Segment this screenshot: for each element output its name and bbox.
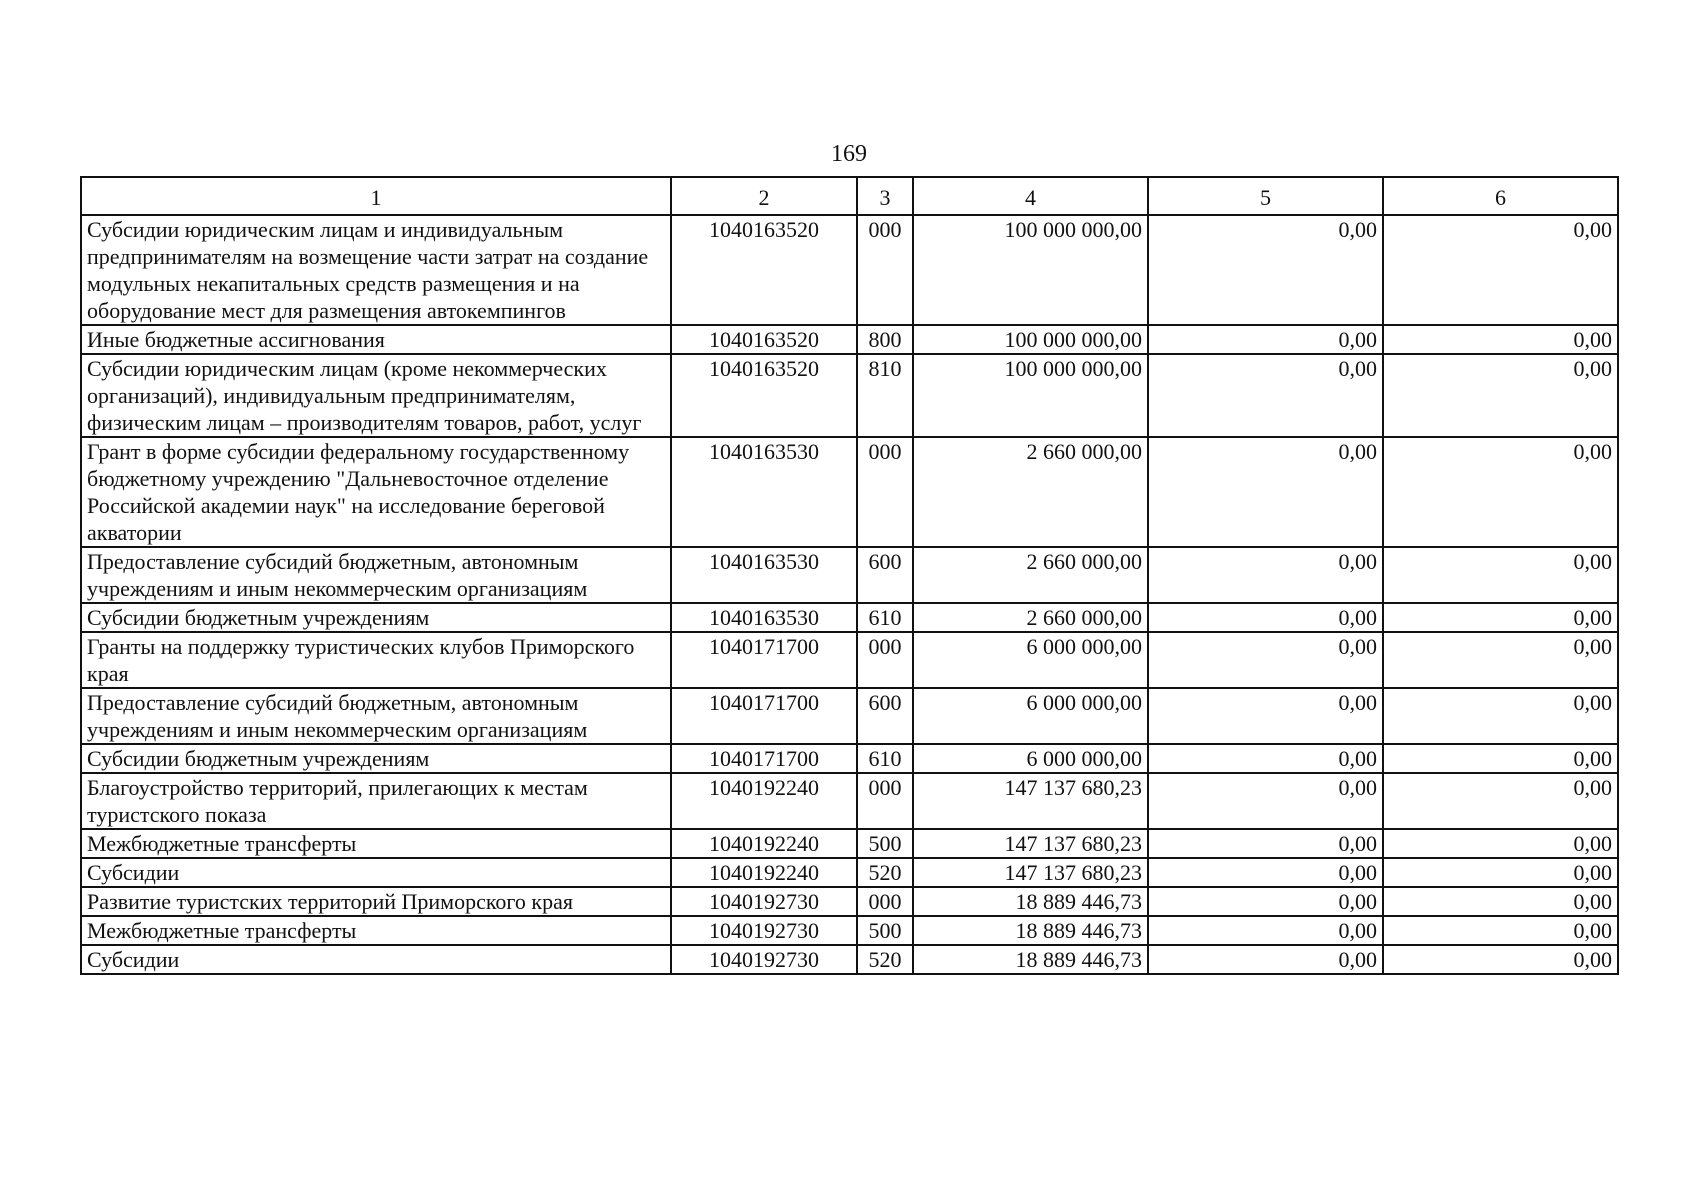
cell-amount-col4: 18 889 446,73	[913, 945, 1148, 974]
cell-amount-col6: 0,00	[1383, 773, 1618, 829]
cell-amount-col4: 18 889 446,73	[913, 887, 1148, 916]
table-row	[81, 744, 1618, 773]
page-number: 169	[831, 141, 867, 167]
cell-expense-type: 520	[857, 945, 913, 974]
cell-amount-col5: 0,00	[1148, 858, 1383, 887]
cell-expense-type: 600	[857, 547, 913, 603]
cell-amount-col6: 0,00	[1383, 632, 1618, 688]
cell-code: 1040163520	[671, 325, 857, 354]
header-col-1: 1	[81, 177, 671, 215]
cell-name: Грант в форме субсидии федеральному государственному бюджетному учреждению "Дальневосточное отделение Российской академии наук" на исследование береговой акватории	[81, 437, 671, 547]
cell-code: 1040171700	[671, 688, 857, 744]
cell-expense-type: 000	[857, 887, 913, 916]
cell-code: 1040192240	[671, 773, 857, 829]
cell-name: Субсидии юридическим лицам и индивидуальным предпринимателям на возмещение части затрат на создание модульных некапитальных средств размещения и на оборудование мест для размещения автокемпингов	[81, 215, 671, 325]
cell-name: Субсидии юридическим лицам (кроме некоммерческих организаций), индивидуальным предпринимателям, физическим лицам – производителям товаров, работ, услуг	[81, 354, 671, 437]
cell-code: 1040163520	[671, 215, 857, 325]
cell-amount-col5: 0,00	[1148, 547, 1383, 603]
cell-amount-col6: 0,00	[1383, 945, 1618, 974]
table-row	[81, 829, 1618, 858]
cell-code: 1040192240	[671, 829, 857, 858]
table-row	[81, 632, 1618, 688]
cell-amount-col6: 0,00	[1383, 916, 1618, 945]
cell-amount-col6: 0,00	[1383, 688, 1618, 744]
cell-amount-col6: 0,00	[1383, 437, 1618, 547]
cell-amount-col4: 100 000 000,00	[913, 354, 1148, 437]
cell-code: 1040171700	[671, 744, 857, 773]
cell-code: 1040192240	[671, 858, 857, 887]
cell-name: Субсидии	[81, 858, 671, 887]
cell-amount-col5: 0,00	[1148, 945, 1383, 974]
table-row	[81, 858, 1618, 887]
cell-name: Гранты на поддержку туристических клубов Приморского края	[81, 632, 671, 688]
cell-amount-col5: 0,00	[1148, 325, 1383, 354]
header-row	[81, 177, 1618, 215]
header-col-5: 5	[1148, 177, 1383, 215]
table-row	[81, 547, 1618, 603]
cell-amount-col4: 147 137 680,23	[913, 829, 1148, 858]
cell-amount-col6: 0,00	[1383, 744, 1618, 773]
table-row	[81, 773, 1618, 829]
cell-code: 1040163530	[671, 603, 857, 632]
cell-expense-type: 520	[857, 858, 913, 887]
cell-expense-type: 500	[857, 916, 913, 945]
cell-code: 1040192730	[671, 945, 857, 974]
cell-expense-type: 000	[857, 632, 913, 688]
cell-expense-type: 000	[857, 215, 913, 325]
cell-expense-type: 000	[857, 773, 913, 829]
cell-expense-type: 800	[857, 325, 913, 354]
cell-code: 1040192730	[671, 887, 857, 916]
cell-name: Иные бюджетные ассигнования	[81, 325, 671, 354]
cell-expense-type: 600	[857, 688, 913, 744]
cell-amount-col4: 100 000 000,00	[913, 325, 1148, 354]
cell-amount-col4: 147 137 680,23	[913, 773, 1148, 829]
cell-amount-col5: 0,00	[1148, 829, 1383, 858]
cell-name: Благоустройство территорий, прилегающих к местам туристского показа	[81, 773, 671, 829]
table-row	[81, 916, 1618, 945]
cell-amount-col6: 0,00	[1383, 603, 1618, 632]
cell-amount-col6: 0,00	[1383, 858, 1618, 887]
cell-amount-col5: 0,00	[1148, 354, 1383, 437]
table-row	[81, 945, 1618, 974]
header-col-4: 4	[913, 177, 1148, 215]
cell-expense-type: 000	[857, 437, 913, 547]
cell-amount-col5: 0,00	[1148, 744, 1383, 773]
cell-amount-col6: 0,00	[1383, 547, 1618, 603]
cell-amount-col6: 0,00	[1383, 215, 1618, 325]
cell-expense-type: 500	[857, 829, 913, 858]
cell-amount-col5: 0,00	[1148, 916, 1383, 945]
table-row	[81, 354, 1618, 437]
table-row	[81, 325, 1618, 354]
cell-amount-col4: 18 889 446,73	[913, 916, 1148, 945]
cell-amount-col6: 0,00	[1383, 354, 1618, 437]
cell-code: 1040163530	[671, 437, 857, 547]
cell-amount-col4: 147 137 680,23	[913, 858, 1148, 887]
cell-name: Субсидии бюджетным учреждениям	[81, 744, 671, 773]
cell-code: 1040192730	[671, 916, 857, 945]
cell-name: Межбюджетные трансферты	[81, 829, 671, 858]
header-col-2: 2	[671, 177, 857, 215]
table-row	[81, 887, 1618, 916]
cell-amount-col5: 0,00	[1148, 215, 1383, 325]
cell-name: Развитие туристских территорий Приморского края	[81, 887, 671, 916]
cell-amount-col5: 0,00	[1148, 632, 1383, 688]
cell-amount-col4: 2 660 000,00	[913, 437, 1148, 547]
table-row	[81, 603, 1618, 632]
cell-amount-col6: 0,00	[1383, 325, 1618, 354]
cell-amount-col4: 6 000 000,00	[913, 688, 1148, 744]
cell-amount-col5: 0,00	[1148, 688, 1383, 744]
table-body	[81, 215, 1618, 974]
table-row	[81, 437, 1618, 547]
cell-name: Межбюджетные трансферты	[81, 916, 671, 945]
cell-amount-col5: 0,00	[1148, 773, 1383, 829]
table-row	[81, 688, 1618, 744]
cell-expense-type: 610	[857, 744, 913, 773]
cell-amount-col4: 2 660 000,00	[913, 547, 1148, 603]
cell-amount-col6: 0,00	[1383, 829, 1618, 858]
cell-expense-type: 610	[857, 603, 913, 632]
cell-amount-col4: 6 000 000,00	[913, 632, 1148, 688]
header-col-6: 6	[1383, 177, 1618, 215]
table-row	[81, 215, 1618, 325]
cell-code: 1040171700	[671, 632, 857, 688]
cell-name: Предоставление субсидий бюджетным, автономным учреждениям и иным некоммерческим организациям	[81, 688, 671, 744]
table-header	[81, 177, 1618, 215]
cell-code: 1040163530	[671, 547, 857, 603]
cell-amount-col4: 100 000 000,00	[913, 215, 1148, 325]
cell-amount-col5: 0,00	[1148, 437, 1383, 547]
cell-expense-type: 810	[857, 354, 913, 437]
cell-name: Субсидии	[81, 945, 671, 974]
cell-amount-col6: 0,00	[1383, 887, 1618, 916]
cell-amount-col5: 0,00	[1148, 603, 1383, 632]
cell-name: Предоставление субсидий бюджетным, автономным учреждениям и иным некоммерческим организациям	[81, 547, 671, 603]
budget-table	[80, 176, 1619, 975]
cell-amount-col4: 6 000 000,00	[913, 744, 1148, 773]
cell-name: Субсидии бюджетным учреждениям	[81, 603, 671, 632]
cell-code: 1040163520	[671, 354, 857, 437]
cell-amount-col4: 2 660 000,00	[913, 603, 1148, 632]
header-col-3: 3	[857, 177, 913, 215]
cell-amount-col5: 0,00	[1148, 887, 1383, 916]
